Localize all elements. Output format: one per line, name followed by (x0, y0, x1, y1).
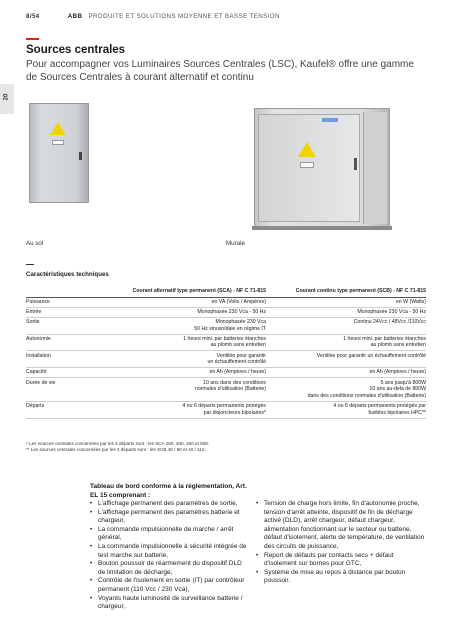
page-number: 8/54 (26, 13, 40, 20)
table-cell: 5 ans jusqu'à 800W 10 ans au-delà de 800W dans des conditions normales d'utilisation (Batterie) (266, 378, 426, 401)
table-cell: Ventilée pour garantir un échauffement contrôlé (266, 351, 426, 368)
table-cell: 4 ou 6 départs permanents protégés par fusibles bipolaires HPC** (266, 401, 426, 418)
table-cell: Monophasée 230 Vca 50 Hz sinusoïdale en régime IT (116, 317, 266, 334)
table-cell: Capacité (26, 368, 116, 378)
table-row (26, 297, 426, 307)
table-cell: Entrée (26, 307, 116, 317)
product-photos (26, 100, 426, 232)
table-cell: Monophasée 230 Vca - 50 Hz (116, 307, 266, 317)
table-notes (26, 441, 209, 453)
list-item: • L'affichage permanent des paramètres de sortie, (90, 500, 250, 509)
caption-floor: Au sol (26, 240, 44, 247)
dashboard-title: Tableau de bord conforme à la réglementation, Art. EL 15 comprenant : (90, 483, 247, 499)
door-handle-icon (354, 158, 357, 170)
table-cell: en VA (Volts / Ampères) (116, 297, 266, 307)
list-item: • Système de mise au repos à distance par bouton poussoir. (256, 569, 426, 586)
table-cell: Sortie (26, 317, 116, 334)
feature-list-left (90, 500, 250, 612)
table-header-row (26, 287, 426, 297)
list-item: • Report de défauts par contacts secs + défaut d'isolement sur bornes pour GTC, (256, 552, 426, 569)
table-cell: 10 ans dans des conditions normales d'utilisation (Batterie) (116, 378, 266, 401)
table-cell: en W (Watts) (266, 297, 426, 307)
table-cell: en Ah (Ampères / heure) (116, 368, 266, 378)
list-item: • Contrôle de l'isolement en sortie (IT) par contrôleur permanent (110 Vcc / 230 Vca), (90, 577, 250, 594)
table-row (26, 317, 426, 334)
page-header (26, 13, 280, 20)
table-cell: 1 heure mini. par batteries étanches au plomb sans entretien (266, 334, 426, 351)
table-cell: Installation (26, 351, 116, 368)
section-title: Caractéristiques techniques (26, 271, 109, 278)
list-item: • La commande impulsionnelle à sécurité intégrée de test marche sur batterie, (90, 543, 250, 560)
note: ** Les sources centrales concernées par les 4 départs sont : les SCB 40 / 80 et 40 / 110. (26, 447, 206, 453)
table-cell: Continu 24Vcc / 48Vcc /110Vcc (266, 317, 426, 334)
intro-text: Pour accompagner vos Luminaires Sources Centrales (LSC), Kaufel® offre une gamme de Sources Centrales à courant alternatif et continu (26, 59, 414, 83)
table-cell: Monophasée 230 Vca - 50 Hz (266, 307, 426, 317)
table-header-ac: Courant alternatif type permanent (SCA) - NF C 71-815 (116, 287, 266, 297)
feature-list-right (256, 500, 426, 586)
list-item: • Tension de charge hors limite, fin d'autonomie proche, tension d'arrêt atteinte, dispositif de fin de décharge activé (DLD), arrêt chargeur, défaut chargeur, alimentation fonctionnant sur le secteur ou batterie, défaut d'isolement, alerte de température, de ventilation des circuits de puissance, (256, 500, 426, 552)
section-tab-number: 20 (3, 93, 10, 101)
accent-bar (26, 38, 39, 40)
section-divider (26, 264, 34, 265)
list-item: • La commande impulsionnelle de marche / arrêt général, (90, 526, 250, 543)
spec-table (26, 287, 426, 419)
table-cell: Ventilée pour garantir un échauffement contrôlé (116, 351, 266, 368)
list-item: • Voyants haute luminosité de surveillance batterie / chargeur, (90, 595, 250, 612)
table-cell: 1 heure mini. par batteries étanches au plomb sans entretien (116, 334, 266, 351)
door-lock-icon (79, 152, 82, 160)
caption-wall: Murale (226, 240, 245, 247)
brand-logo: ABB (67, 13, 83, 20)
list-item: • Bouton poussoir de réarmement du dispositif DLD de limitation de décharge, (90, 560, 250, 577)
wall-cabinet-image (226, 100, 426, 232)
table-row (26, 378, 426, 401)
table-row (26, 368, 426, 378)
page-title: Sources centrales (26, 44, 126, 56)
table-cell: Durée de vie (26, 378, 116, 401)
table-cell: Départs (26, 401, 116, 418)
warning-icon (50, 122, 66, 135)
table-row (26, 307, 426, 317)
floor-cabinet-image (29, 103, 89, 203)
table-cell: Puissance (26, 297, 116, 307)
table-row (26, 401, 426, 418)
note: * Les sources centrales concernées par les 4 départs sont : les SCA 250, 300, 400 et 500. (26, 441, 210, 446)
table-header (26, 287, 116, 297)
header-title: PRODUITE ET SOLUTIONS MOYENNE ET BASSE TENSION (88, 13, 280, 20)
warning-icon (298, 142, 316, 157)
list-item: • L'affichage permanent des paramètres batterie et chargeur, (90, 509, 250, 526)
table-cell: 4 ou 6 départs permanents protégés par disjoncteurs bipolaires* (116, 401, 266, 418)
section-tab (0, 84, 14, 114)
table-header-dc: Courant continu type permanent (SCB) - NF C 71-815 (266, 287, 426, 297)
table-cell: Autonomie (26, 334, 116, 351)
table-row (26, 351, 426, 368)
table-cell: en Ah (Ampères / heure) (266, 368, 426, 378)
table-row (26, 334, 426, 351)
